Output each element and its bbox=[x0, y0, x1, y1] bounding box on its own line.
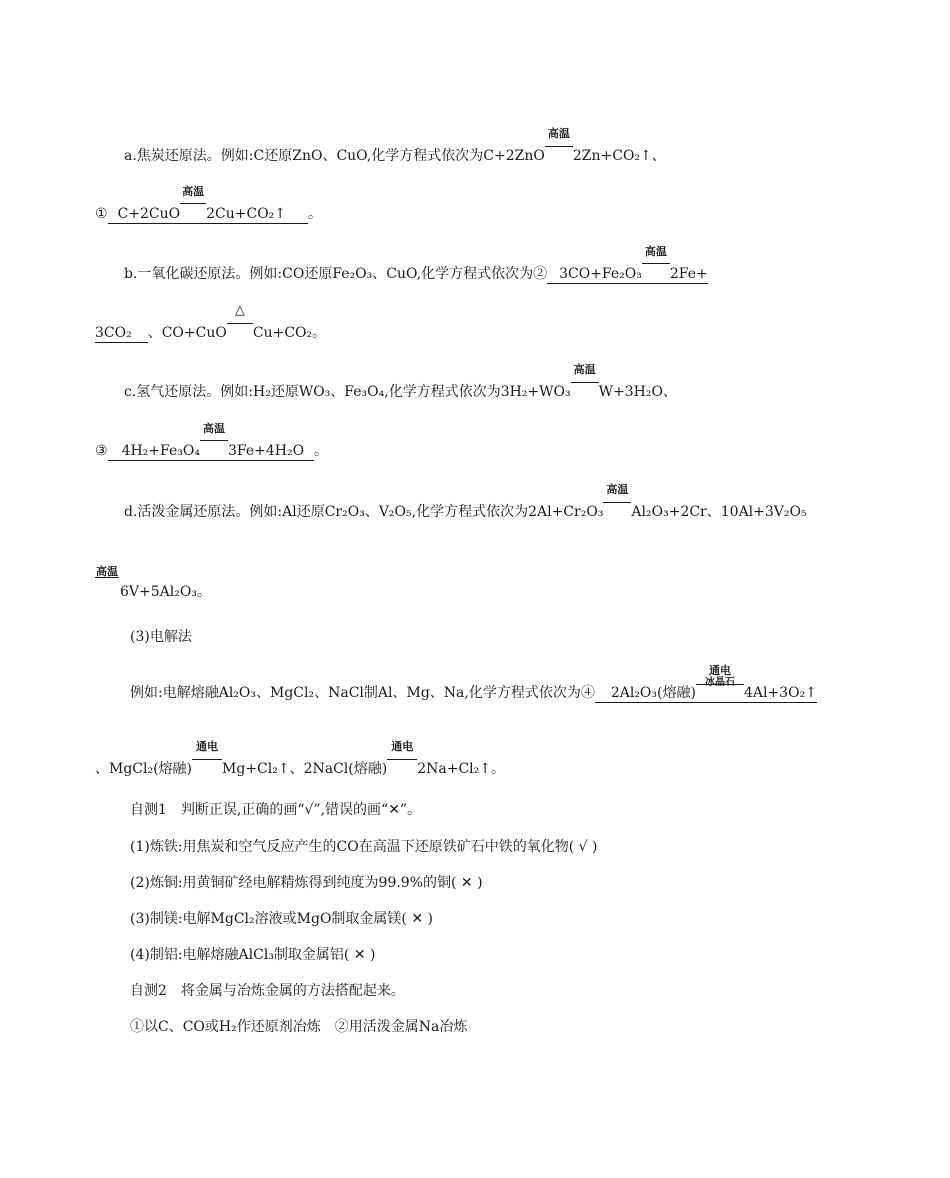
condition-label: 高温 bbox=[573, 363, 596, 376]
line-d2 bbox=[120, 582, 211, 602]
self-test-item bbox=[130, 873, 483, 893]
answer-rhs: 3CO₂ bbox=[95, 325, 132, 341]
text: 6V+5Al₂O₃。 bbox=[120, 584, 211, 600]
self-test-options bbox=[130, 1017, 467, 1037]
condition-label: △ bbox=[234, 303, 245, 318]
answer-rhs: 2Fe+ bbox=[669, 266, 708, 282]
condition-arrow bbox=[571, 363, 599, 402]
condition-label: 通电 bbox=[391, 740, 414, 753]
condition-catalyst: 冰晶石 bbox=[704, 677, 735, 688]
condition-arrow bbox=[387, 740, 417, 779]
condition-arrow bbox=[642, 245, 670, 283]
section-heading bbox=[130, 627, 192, 647]
line-b1 bbox=[124, 245, 708, 284]
line-a2 bbox=[95, 185, 323, 224]
text: a.焦炭还原法。例如:C还原ZnO、CuO,化学方程式依次为C+2ZnO bbox=[124, 148, 545, 164]
answer-rhs: 3Fe+4H₂O bbox=[227, 443, 305, 459]
condition-arrow bbox=[227, 303, 253, 343]
text: Mg+Cl₂↑、2NaCl(熔融) bbox=[222, 761, 388, 777]
condition-label: 高温 bbox=[202, 422, 225, 435]
text: (2)炼铜:用黄铜矿经电解精炼得到纯度为99.9%的铜( ✕ ) bbox=[130, 875, 483, 891]
text: 、CO+CuO bbox=[147, 325, 227, 341]
answer-rhs: 2Cu+CO₂↑ bbox=[206, 206, 287, 222]
answer-blank bbox=[108, 185, 308, 224]
text: (3)电解法 bbox=[130, 629, 192, 645]
condition-arrow bbox=[95, 577, 119, 578]
line-d1 bbox=[124, 483, 807, 522]
self-test-item bbox=[130, 909, 433, 929]
text: ①以C、CO或H₂作还原剂冶炼 ②用活泼金属Na冶炼 bbox=[130, 1019, 468, 1035]
line-e1 bbox=[130, 664, 817, 703]
self-test-2-heading bbox=[130, 981, 405, 1001]
answer-lhs: 3CO+Fe₂O₃ bbox=[559, 266, 642, 282]
answer-lhs: C+2CuO bbox=[117, 206, 181, 222]
text: (1)炼铁:用焦炭和空气反应产生的CO在高温下还原铁矿石中铁的氧化物( √ ) bbox=[130, 839, 598, 855]
self-test-1-heading bbox=[130, 800, 421, 820]
text: 自测2 将金属与冶炼金属的方法搭配起来。 bbox=[130, 983, 405, 999]
condition-arrow bbox=[696, 664, 744, 702]
condition-arrow bbox=[192, 740, 222, 779]
answer-blank bbox=[95, 324, 148, 343]
text: (4)制铝:电解熔融AlCl₃制取金属铝( ✕ ) bbox=[130, 947, 376, 963]
text: W+3H₂O、 bbox=[598, 384, 677, 400]
line-c1 bbox=[124, 363, 677, 402]
text: c.氢气还原法。例如:H₂还原WO₃、Fe₃O₄,化学方程式依次为3H₂+WO₃ bbox=[124, 384, 571, 400]
condition-label: 高温 bbox=[96, 565, 118, 578]
line-b2 bbox=[95, 303, 327, 343]
text: 2Zn+CO₂↑、 bbox=[572, 148, 666, 164]
text: b.一氧化碳还原法。例如:CO还原Fe₂O₃、CuO,化学方程式依次为② bbox=[124, 266, 548, 282]
answer-blank bbox=[547, 245, 708, 284]
text: Al₂O₃+2Cr、10Al+3V₂O₅ bbox=[631, 504, 807, 520]
text: 。 bbox=[308, 206, 323, 222]
text: 2Na+Cl₂↑。 bbox=[417, 761, 505, 777]
text: 自测1 判断正误,正确的画“√”,错误的画“✕”。 bbox=[130, 802, 422, 818]
answer-number: ③ bbox=[95, 443, 108, 459]
condition-label: 高温 bbox=[547, 127, 570, 140]
answer-blank bbox=[108, 422, 314, 461]
line-e2 bbox=[95, 740, 505, 779]
answer-rhs: 4Al+3O₂↑ bbox=[743, 685, 817, 701]
condition-arrow bbox=[180, 185, 206, 223]
answer-lhs: 2Al₂O₃(熔融) bbox=[610, 685, 696, 701]
text: 例如:电解熔融Al₂O₃、MgCl₂、NaCl制Al、Mg、Na,化学方程式依次为④ bbox=[130, 685, 595, 701]
condition-label: 高温 bbox=[606, 483, 629, 496]
condition-label: 通电 bbox=[196, 740, 219, 753]
condition-arrow bbox=[545, 127, 573, 166]
condition-arrow bbox=[603, 483, 631, 522]
answer-lhs: 4H₂+Fe₃O₄ bbox=[121, 443, 200, 459]
line-a1 bbox=[124, 127, 666, 166]
condition-arrow bbox=[200, 422, 228, 460]
answer-number: ① bbox=[95, 206, 108, 222]
line-c2 bbox=[95, 422, 329, 461]
text: Cu+CO₂。 bbox=[252, 325, 327, 341]
condition-label: 高温 bbox=[644, 245, 667, 258]
text: 、MgCl₂(熔融) bbox=[95, 761, 193, 777]
condition-label: 高温 bbox=[182, 185, 205, 198]
self-test-item bbox=[130, 945, 376, 965]
text: 。 bbox=[314, 443, 329, 459]
text: d.活泼金属还原法。例如:Al还原Cr₂O₃、V₂O₅,化学方程式依次为2Al+Cr₂O₃ bbox=[124, 504, 604, 520]
text: (3)制镁:电解MgCl₂溶液或MgO制取金属镁( ✕ ) bbox=[130, 911, 433, 927]
answer-blank bbox=[595, 664, 817, 703]
self-test-item bbox=[130, 837, 597, 857]
condition-label: 通电 bbox=[708, 664, 731, 677]
